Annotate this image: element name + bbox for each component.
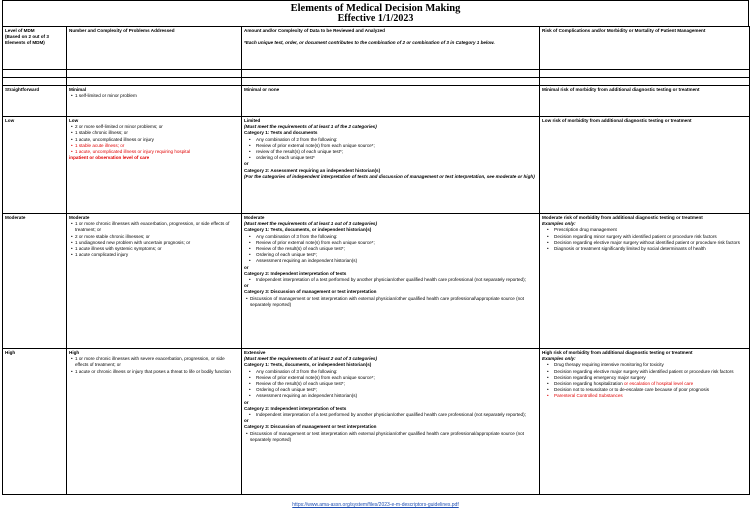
header-level-cell [3, 27, 67, 70]
category-1: Category 1: Tests, documents, or independent historian(s) [244, 362, 372, 368]
category-2-item: • Independent interpretation of a test performed by another physician/other qualified health care professional (not separately reported); [244, 277, 537, 283]
risk-title: Minimal risk of morbidity from additional diagnostic testing or treatment [542, 87, 700, 92]
mdm-table [2, 26, 750, 495]
category-1-item: • review of the result(s) of each unique test*; [244, 149, 537, 155]
or-separator: or [244, 399, 249, 405]
header-row [3, 27, 750, 70]
problem-item: • 1 or more chronic illnesses with exacerbation, progression, or side effects of treatment; or [69, 221, 239, 233]
risk-title: Moderate risk of morbidity from additional diagnostic testing or treatment [542, 215, 703, 220]
problems-title: Minimal [69, 87, 87, 92]
data-title: Moderate [244, 215, 265, 220]
page-subtitle: Effective 1/1/2023 [337, 13, 414, 24]
header-data-note: *Each unique test, order, or document contributes to the combination of 2 or combination of 3 in Category 1 below. [244, 40, 495, 46]
risk-item-red: • Parenteral Controlled Substances [542, 393, 747, 399]
data-requirement: (Must meet the requirements of at least 1 of the 2 categories) [244, 124, 377, 130]
category-1-item: • Assessment requiring an independent historian(s) [244, 393, 537, 399]
category-3: Category 3: Discussion of management or test interpretation [244, 289, 377, 295]
row-high [3, 349, 750, 495]
risk-title: Low risk of morbidity from additional diagnostic testing or treatment [542, 118, 692, 123]
level-low: Low [5, 118, 15, 123]
category-1-item: • Review of prior external note(s) from each unique source*; [244, 143, 537, 149]
data-title: Limited [244, 118, 261, 123]
spacer-row [3, 78, 750, 86]
problem-item: • 1 acute or chronic illness or injury that poses a threat to life or bodily function [69, 369, 239, 375]
problem-item: • 1 stable chronic illness; or [69, 130, 239, 136]
problems-title: Moderate [69, 215, 90, 220]
category-2: Category 2: Independent interpretation of tests [244, 405, 347, 411]
or-separator: or [244, 161, 249, 167]
problem-item: • 1 acute complicated injury [69, 252, 239, 258]
category-1-item: • Review of the result(s) of each unique test*; [244, 246, 537, 252]
risk-item: • Decision not to resuscitate or to de-escalate care because of poor prognosis [542, 387, 747, 393]
header-level: Level of MDM [5, 28, 35, 33]
risk-examples-label: Examples only: [542, 221, 576, 227]
category-1-item: • Review of prior external note(s) from each unique source*; [244, 375, 537, 381]
category-1-item: • Any combination of 3 from the following: [244, 234, 537, 240]
risk-item: • Decision regarding emergency major surgery [542, 375, 747, 381]
problems-title: Low [69, 118, 79, 123]
header-risk-cell [540, 27, 750, 70]
data-requirement: (Must meet the requirements of at least 2 out of 3 categories) [244, 356, 377, 362]
level-high: High [5, 350, 16, 355]
category-1-item: • Ordering of each unique test*; [244, 252, 537, 258]
category-1-item: • Assessment requiring an independent historian(s) [244, 258, 537, 264]
problem-item-red: • 1 stable acute illness; or [69, 143, 239, 149]
level-moderate: Moderate [5, 215, 26, 220]
data-requirement: (Must meet the requirements of at least 1 out of 3 categories) [244, 221, 377, 227]
header-problems: Number and Complexity of Problems Addressed [69, 28, 175, 33]
data-title: Minimal or none [244, 87, 280, 92]
risk-item: • Drug therapy requiring intensive monitoring for toxicity [542, 362, 747, 368]
header-level-note: (Based on 2 out of 3 Elements of MDM) [5, 34, 49, 46]
risk-examples-label: Examples only: [542, 356, 576, 362]
category-2-item: • Independent interpretation of a test performed by another physician/other qualified health care professional (not separately reported); [244, 412, 537, 418]
header-data: Amount and/or Complexity of Data to be Reviewed and Analyzed [244, 28, 385, 33]
title-block [2, 0, 749, 26]
level-straightforward: Straightforward [5, 87, 40, 92]
problem-item: • 2 or more self-limited or minor problems; or [69, 124, 239, 130]
problem-item: • 1 self-limited or minor problem [69, 93, 239, 99]
category-1-item: • Any combination of 2 from the following: [244, 137, 537, 143]
category-1-item: • ordering of each unique test* [244, 155, 537, 161]
problem-item-red: • 1 acute, uncomplicated illness or injury requiring hospital [69, 149, 239, 155]
risk-title: High risk of morbidity from additional diagnostic testing or treatment [542, 350, 693, 355]
risk-item: • Decision regarding minor surgery with identified patient or procedure risk factors [542, 234, 747, 240]
page-title: Elements of Medical Decision Making [290, 3, 461, 14]
problem-item: • 1 undiagnosed new problem with uncertain prognosis; or [69, 240, 239, 246]
or-separator: or [244, 418, 249, 424]
category-3: Category 3: Discussion of management or test interpretation [244, 424, 377, 430]
risk-item: • Decision regarding elective major surgery with identified patient or procedure risk factors [542, 369, 747, 375]
problem-item: • 1 acute, uncomplicated illness or injury [69, 137, 239, 143]
row-moderate [3, 214, 750, 349]
category-1: Category 1: Tests, documents, or independent historian(s) [244, 227, 372, 233]
row-low [3, 117, 750, 214]
data-title: Extensive [244, 350, 266, 355]
category-3-item: • Discussion of management or test interpretation with external physician/other qualified health care professional\appropriate source (not separately reported) [244, 296, 537, 308]
header-data-cell [242, 27, 540, 70]
problem-item: • 1 acute illness with systemic symptoms; or [69, 246, 239, 252]
row-straightforward [3, 86, 750, 117]
header-problems-cell [67, 27, 242, 70]
risk-item: • Diagnosis or treatment significantly limited by social determinants of health [542, 246, 747, 252]
category-1-item: • Ordering of each unique test*; [244, 387, 537, 393]
category-1-item: • Review of the result(s) of each unique test*; [244, 381, 537, 387]
spacer-row [3, 70, 750, 78]
category-2: Category 2: Independent interpretation of tests [244, 270, 347, 276]
category-2: Category 2: Assessment requiring an independent historian(s) [244, 167, 381, 173]
source-link[interactable]: https://www.ama-assn.org/system/files/2023-e-m-descriptors-guidelines.pdf [292, 502, 459, 508]
problem-item: • 1 or more chronic illnesses with severe exacerbation, progression, or side effects of treatment; or [69, 356, 239, 368]
category-1: Category 1: Tests and documents [244, 130, 318, 136]
risk-item: • Decision regarding elective major surgery without identified patient or procedure risk factors [542, 240, 747, 246]
risk-item: • Prescription drug management [542, 227, 747, 233]
category-1-item: • Review of prior external note(s) from each unique source*; [244, 240, 537, 246]
header-risk: Risk of Complications and/or Morbidity or Mortality of Patient Management [542, 28, 706, 33]
or-separator: or [244, 264, 249, 270]
risk-hosp-black: Decision regarding hospitalization [554, 381, 623, 387]
or-separator: or [244, 283, 249, 289]
risk-hosp-red: or escalation of hospital level care [622, 381, 694, 387]
problem-item-red-cont: inpatient or observation level of care [69, 155, 150, 161]
category-1-item: • Any combination of 3 from the following: [244, 369, 537, 375]
category-2-note: (For the categories of independent interpretation of tests and discussion of management or test interpretation, see moderate or high) [244, 173, 535, 179]
problems-title: High [69, 350, 80, 355]
category-3-item: • Discussion of management or test interpretation with external physician/other qualified health care professional/appropriate source (not separately reported) [244, 431, 537, 443]
problem-item: • 2 or more stable chronic illnesses; or [69, 234, 239, 240]
